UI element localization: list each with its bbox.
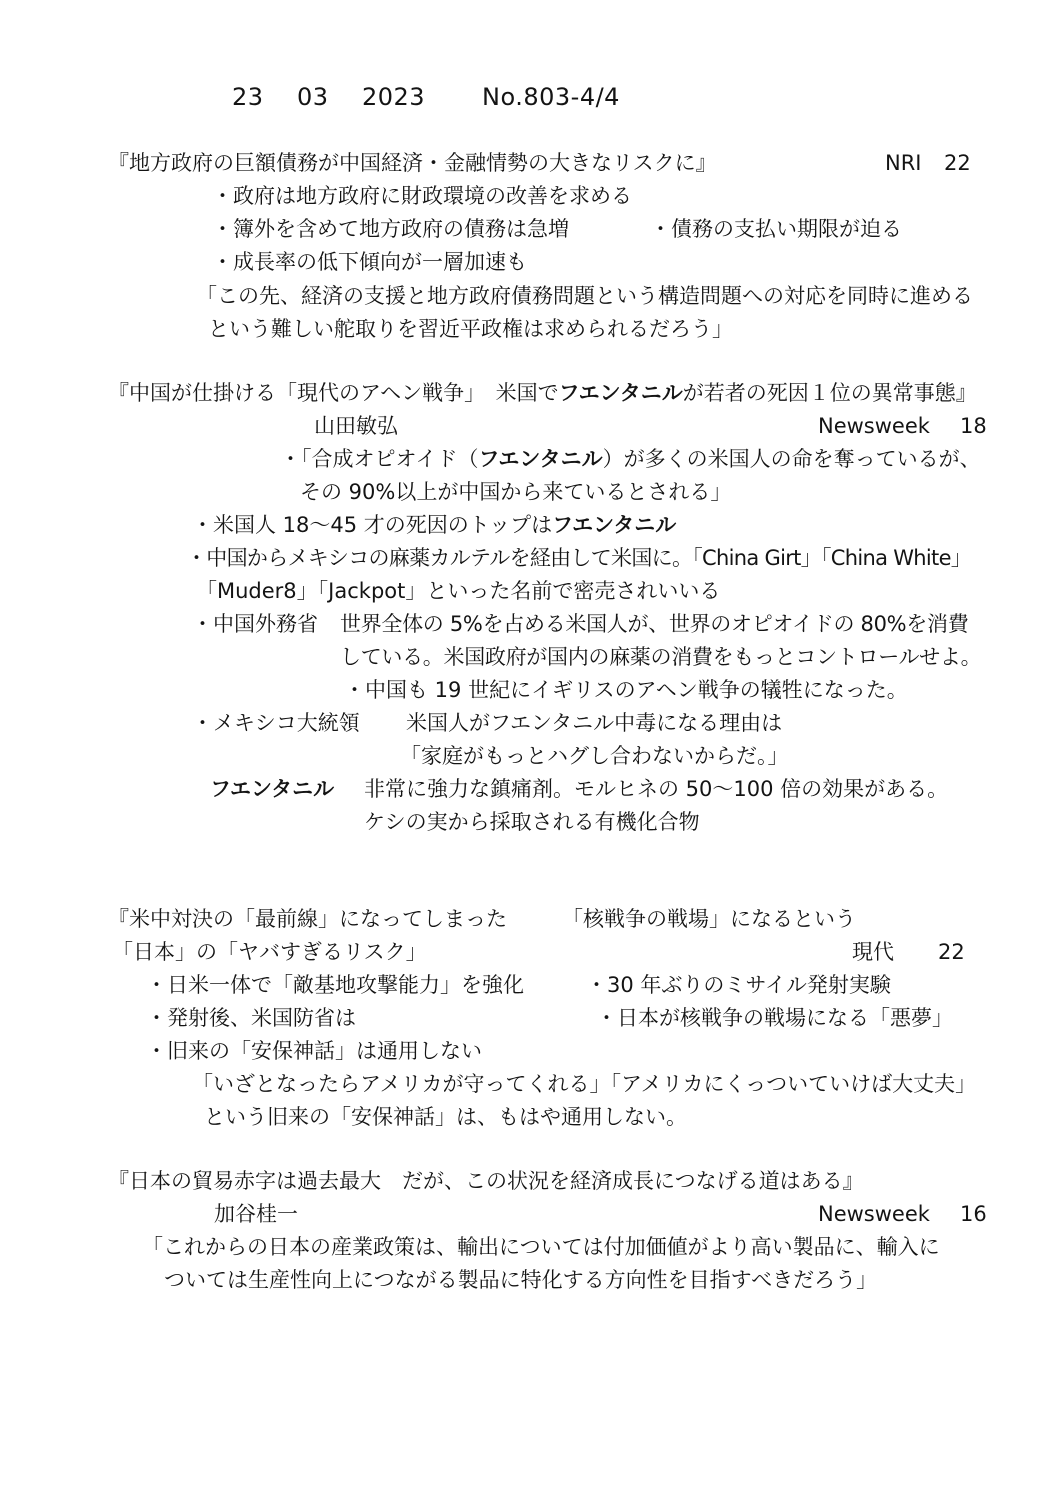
article4-page: 16 — [960, 1202, 987, 1226]
article2-line10: 「家庭がもっとハグし合わないからだ。」 — [400, 744, 789, 768]
article2-line3-fentanyl: フエンタニル — [552, 513, 677, 537]
article2-source: Newsweek — [818, 414, 930, 438]
article4-title: 『日本の貿易赤字は過去最大 だが、この状況を経済成長につなげる道はある』 — [108, 1169, 864, 1193]
article1-title: 『地方政府の巨額債務が中国経済・金融情勢の大きなリスクに』 — [108, 151, 717, 175]
article2-line6-label: ・中国外務省 — [192, 612, 318, 636]
article2-line1-part-a: ・「合成オピオイド（ — [280, 447, 479, 471]
article1-page: 22 — [944, 151, 971, 175]
article2-line9-text: 米国人がフエンタニル中毒になる理由は — [406, 711, 783, 735]
article2-line2: その 90%以上が中国から来ているとされる」 — [300, 480, 732, 504]
article2-line5: 「Muder8」「Jackpot」といった名前で密売されいいる — [196, 579, 721, 603]
article1-quote1: 「この先、経済の支援と地方政府債務問題という構造問題への対応を同時に進める — [196, 284, 973, 308]
article3-page: 22 — [938, 940, 965, 964]
article2-title — [108, 378, 977, 408]
article2-title-part-b: が若者の死因１位の異常事態』 — [682, 381, 977, 405]
article3-bullet2: ・30 年ぶりのミサイル発射実験 — [586, 973, 891, 997]
article1-bullet3: ・債務の支払い期限が迫る — [650, 217, 902, 241]
article3-quote2: という旧来の「安保神話」は、もはや通用しない。 — [204, 1105, 687, 1129]
article3-bullet4: ・日本が核戦争の戦場になる「悪夢」 — [596, 1006, 953, 1030]
article2-title-fentanyl: フエンタニル — [558, 381, 683, 405]
article2-line6-text: 世界全体の 5%を占める米国人が、世界のオピオイドの 80%を消費 — [340, 612, 969, 636]
article2-line7: している。米国政府が国内の麻薬の消費をもっとコントロールせよ。 — [340, 645, 982, 669]
article2-line1-part-b: ）が多くの米国人の命を奪っているが、 — [602, 447, 981, 471]
article2-line8: ・中国も 19 世紀にイギリスのアヘン戦争の犠牲になった。 — [344, 678, 908, 702]
article2-line1 — [280, 444, 981, 474]
header-month: 03 — [297, 83, 329, 111]
article3-bullet5: ・旧来の「安保神話」は通用しない — [146, 1039, 482, 1063]
article2-title-part-a: 『中国が仕掛ける「現代のアヘン戦争」 米国で — [108, 381, 559, 405]
article3-title-line1-a: 『米中対決の「最前線」になってしまった — [108, 907, 507, 931]
article2-line3 — [192, 510, 676, 540]
header-number: No.803-4/4 — [482, 83, 620, 111]
article2-definition-line2: ケシの実から採取される有機化合物 — [364, 810, 700, 834]
article2-line9-label: ・メキシコ大統領 — [192, 711, 360, 735]
article3-quote1: 「いざとなったらアメリカが守ってくれる」「アメリカにくっついていけば大丈夫」 — [192, 1072, 977, 1096]
article2-definition-term: フエンタニル — [210, 777, 335, 801]
article3-title-line1-b: 「核戦争の戦場」になるという — [562, 907, 856, 931]
article1-source: NRI — [885, 151, 922, 175]
article3-title-line2: 「日本」の「ヤバすぎるリスク」 — [112, 940, 427, 964]
article1-bullet1: ・政府は地方政府に財政環境の改善を求める — [212, 184, 632, 208]
article2-line3-part-a: ・米国人 18～45 才の死因のトップは — [192, 513, 553, 537]
article3-bullet3: ・発射後、米国防省は — [146, 1006, 356, 1030]
article4-source: Newsweek — [818, 1202, 930, 1226]
article1-bullet4: ・成長率の低下傾向が一層加速も — [212, 250, 527, 274]
article4-quote1: 「これからの日本の産業政策は、輸出については付加価値がより高い製品に、輸入に — [142, 1235, 940, 1259]
article1-bullet2: ・簿外を含めて地方政府の債務は急増 — [212, 217, 569, 241]
article2-definition-line1: 非常に強力な鎮痛剤。モルヒネの 50～100 倍の効果がある。 — [364, 777, 949, 801]
article3-source: 現代 — [852, 940, 894, 964]
article2-line1-fentanyl: フエンタニル — [478, 447, 603, 471]
header-year: 2023 — [362, 83, 426, 111]
article1-quote2: という難しい舵取りを習近平政権は求められるだろう」 — [208, 317, 733, 341]
article2-page: 18 — [960, 414, 987, 438]
article4-author: 加谷桂一 — [214, 1202, 298, 1226]
article2-line4: ・中国からメキシコの麻薬カルテルを経由して米国に。「China Girt」「China White」 — [186, 546, 972, 570]
article2-author: 山田敏弘 — [314, 414, 398, 438]
header-day: 23 — [232, 83, 264, 111]
article4-quote2: ついては生産性向上につながる製品に特化する方向性を目指すべきだろう」 — [164, 1268, 878, 1292]
article3-bullet1: ・日米一体で「敵基地攻撃能力」を強化 — [146, 973, 524, 997]
